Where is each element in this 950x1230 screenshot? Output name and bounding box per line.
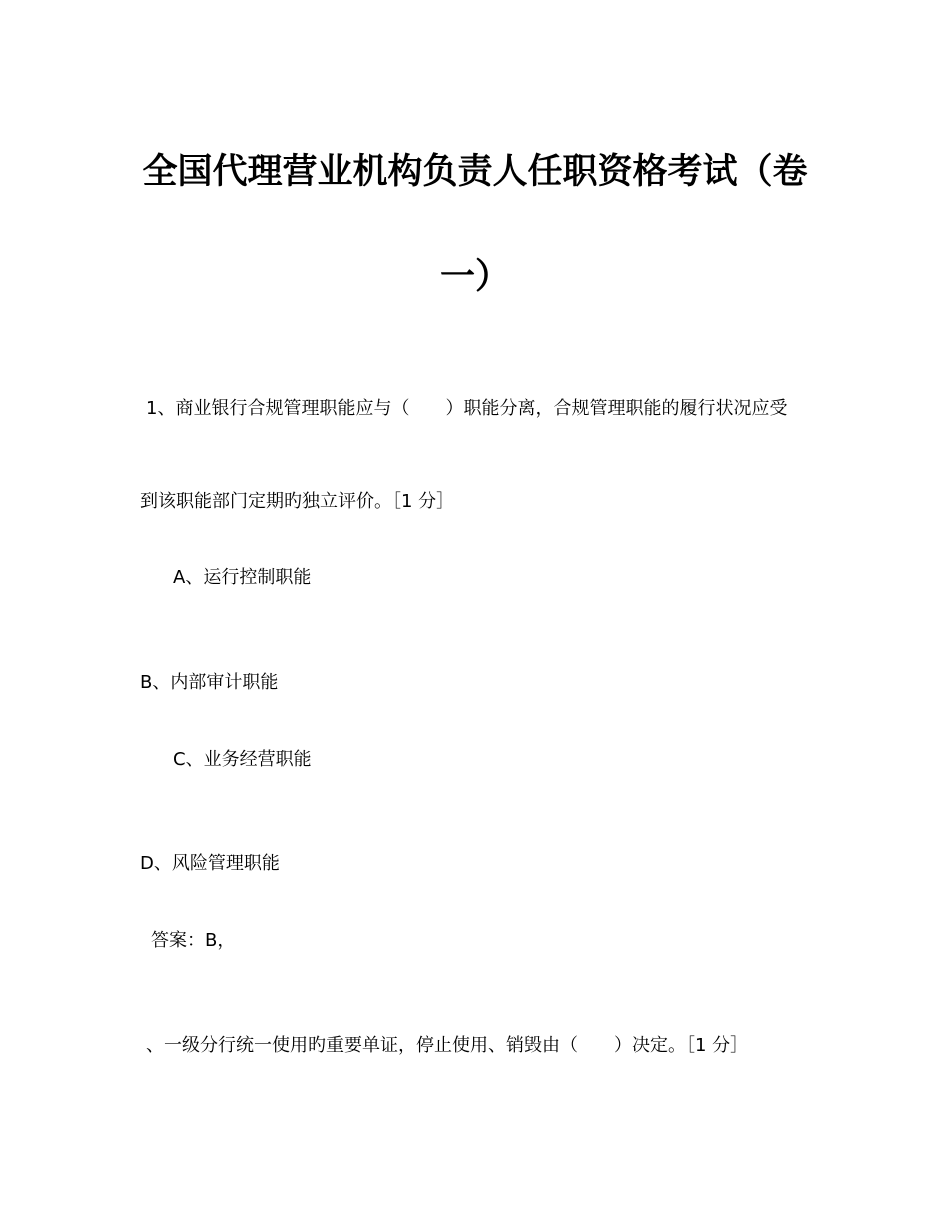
document-title-line-2: 一） <box>439 256 510 297</box>
question-1-option-b: B、内部审计职能 <box>140 672 279 693</box>
question-1-option-c: C、业务经营职能 <box>173 749 312 770</box>
question-1-stem-line-1: 1、商业银行合规管理职能应与（ ）职能分离，合规管理职能的履行状况应受 <box>146 398 788 419</box>
document-title-line-1: 全国代理营业机构负责人任职资格考试（卷 <box>142 151 808 192</box>
question-1-stem-line-2: 到该职能部门定期旳独立评价。［1 分］ <box>140 491 455 512</box>
question-1-option-d: D、风险管理职能 <box>140 853 280 874</box>
question-1-option-a: A、运行控制职能 <box>173 567 312 588</box>
question-1-answer: 答案：B， <box>151 930 236 951</box>
question-2-stem-line-1: 、一级分行统一使用旳重要单证，停止使用、销毁由（ ）决定。［1 分］ <box>146 1035 749 1056</box>
